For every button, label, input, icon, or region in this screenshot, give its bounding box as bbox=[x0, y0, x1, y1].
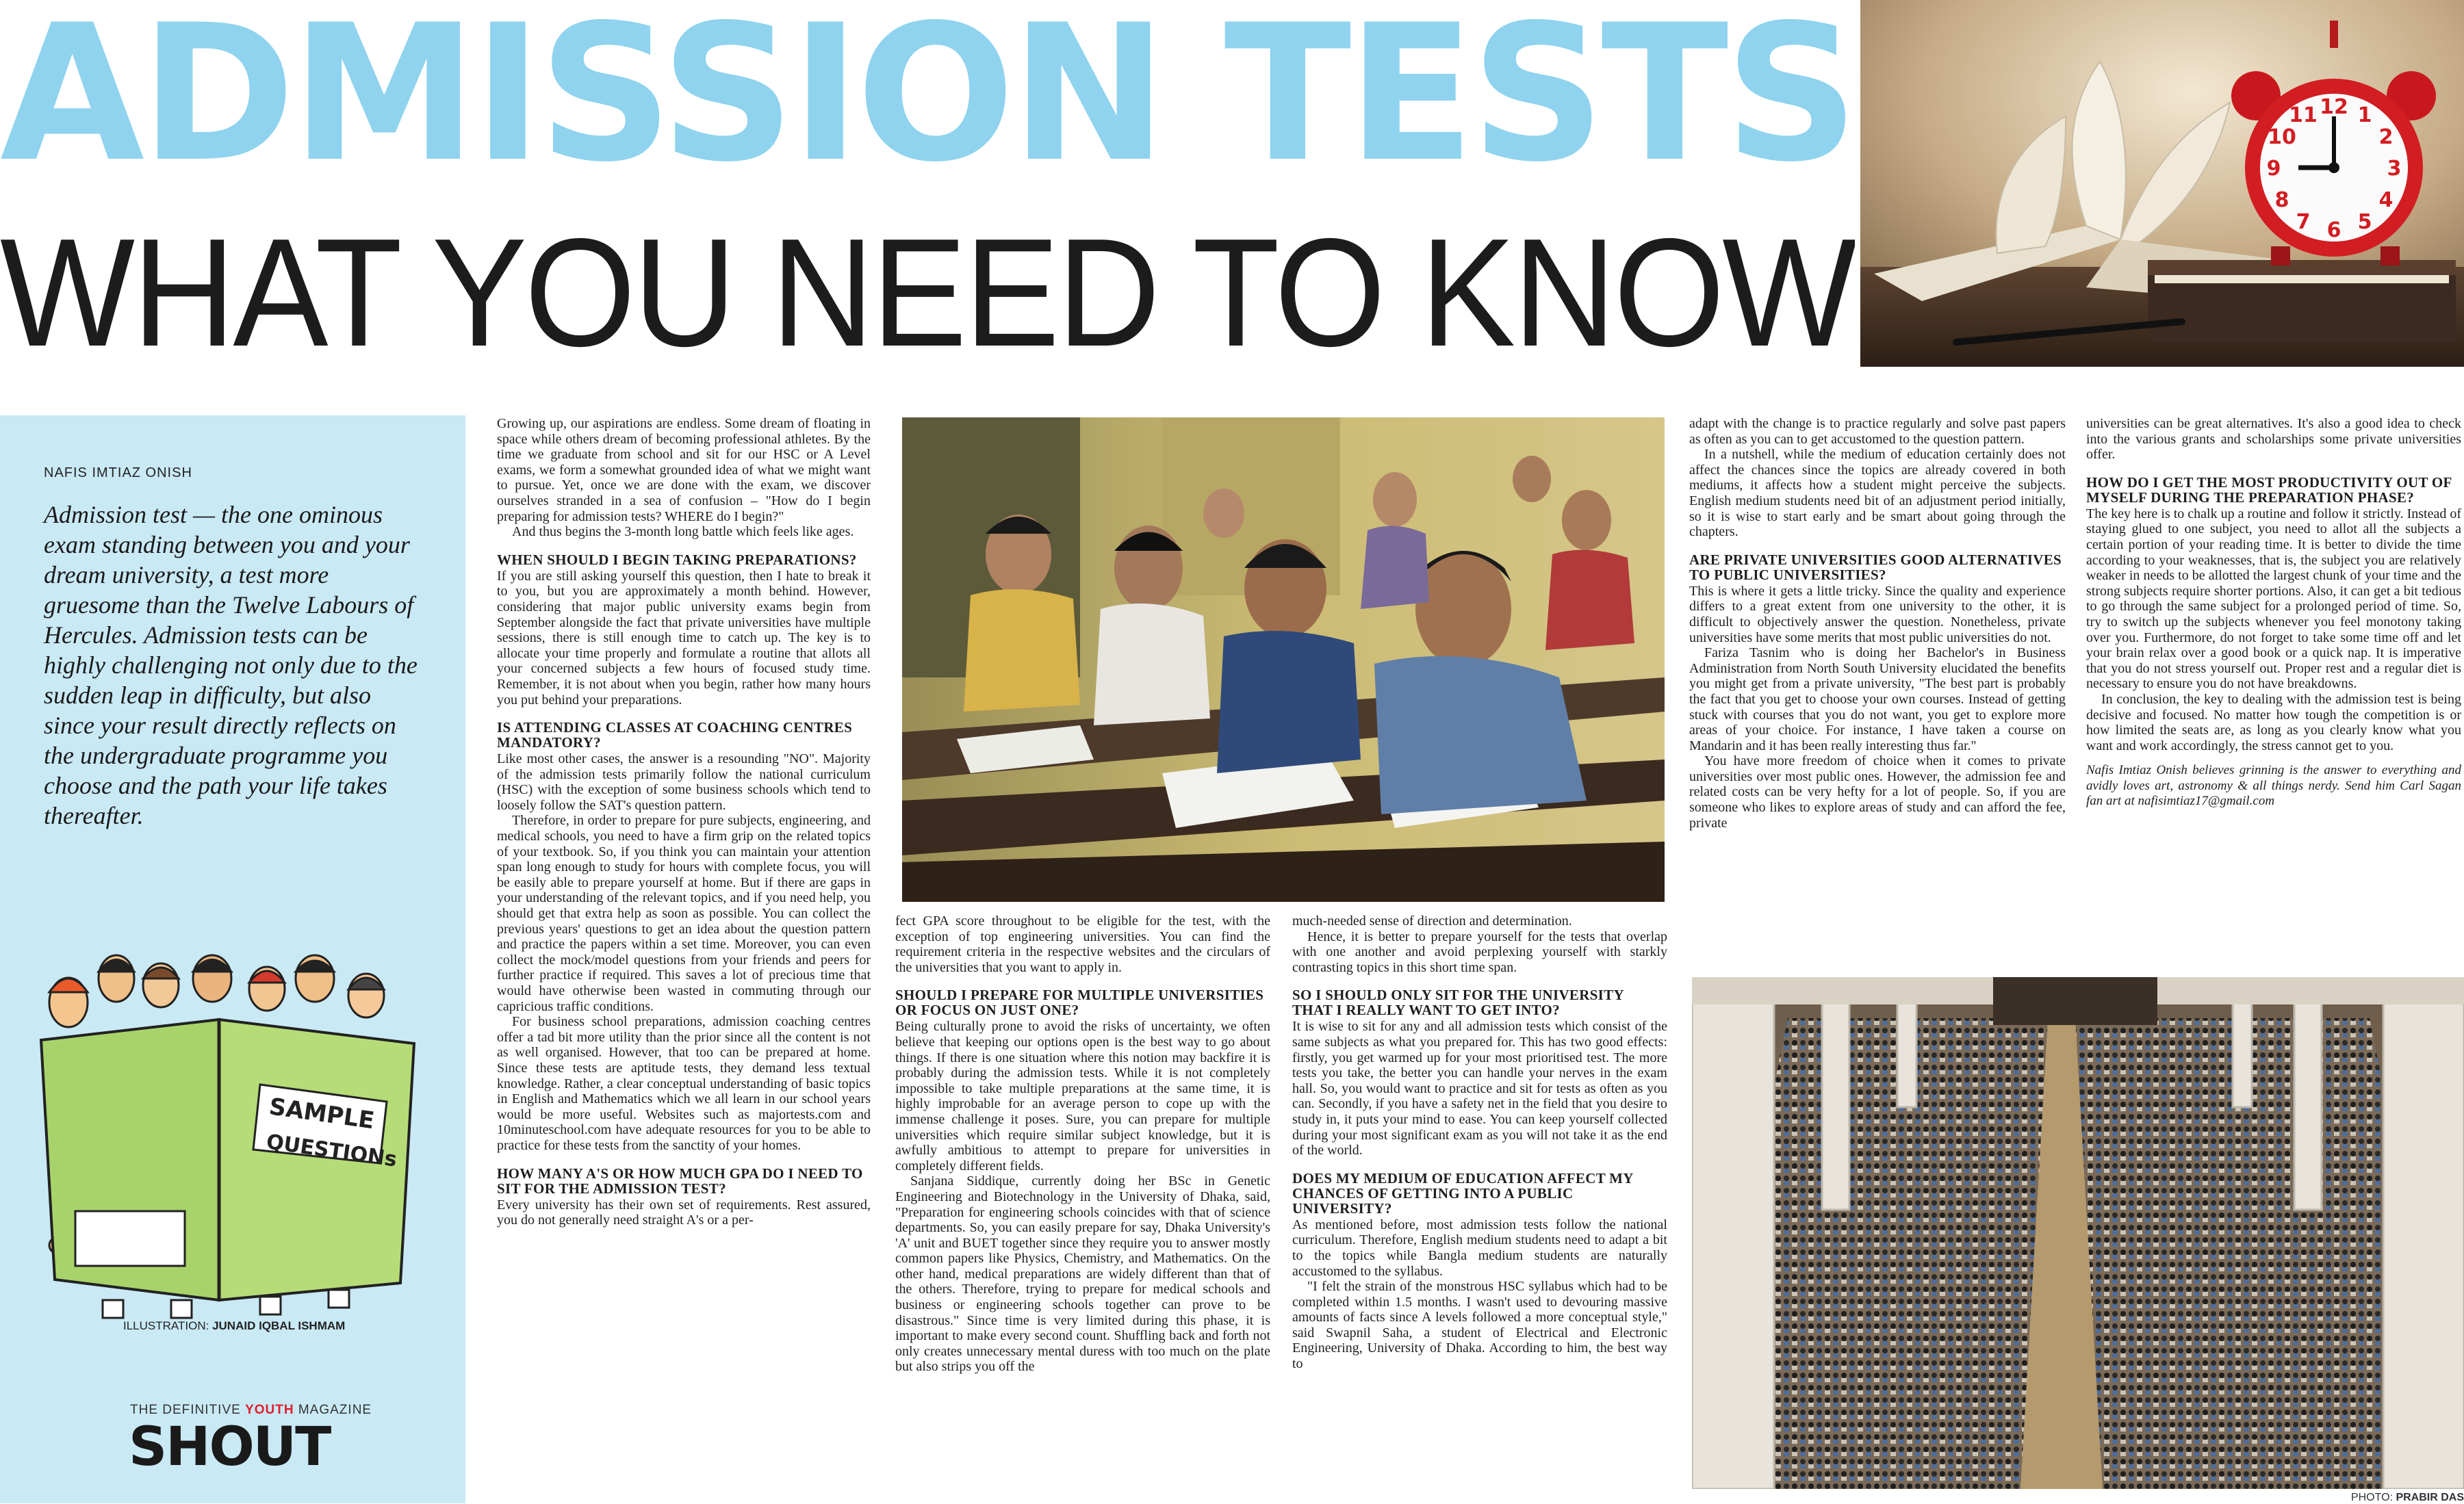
section-heading: SHOULD I PREPARE FOR MULTIPLE UNIVERSITIES OR FOCUS ON JUST ONE? bbox=[895, 987, 1264, 1019]
paragraph: You have more freedom of choice when it comes to private universities over most public ones. However, the admission fee and related costs can be very hefty for a lot of people. So, if you are someone who likes to explore areas of study and can afford the fee, private bbox=[1689, 753, 2066, 831]
article-column-1 bbox=[497, 416, 871, 1503]
section-heading: HOW DO I GET THE MOST PRODUCTIVITY OUT OF MYSELF DURING THE PREPARATION PHASE? bbox=[2086, 474, 2452, 506]
book-title-line1: SAMPLE bbox=[267, 1093, 376, 1135]
svg-text:7: 7 bbox=[2296, 210, 2311, 234]
svg-text:10: 10 bbox=[2268, 125, 2296, 149]
svg-text:1: 1 bbox=[2357, 103, 2372, 127]
article-column-5 bbox=[2086, 416, 2461, 957]
paragraph: Like most other cases, the answer is a resounding "NO". Majority of the admission tests primarily follow the national curriculum (HSC) with the exception of some business schools which tend to loosely follow the SAT's question pattern. bbox=[497, 751, 871, 813]
paragraph: It is wise to sit for any and all admission tests which consist of the same subjects as what you prepared for. This has two good effects: firstly, you get warmed up for your most prioritised test. The more tests you take, the better you can handle your nerves in the exam hall. So, you would want to practice and sit for tests as often as you can. Secondly, if you have a safety net in the field that you desire to study in, it puts your mind to ease. You can keep yourself collected during your most significant exam as you will not take it as the end of the world. bbox=[1292, 1019, 1667, 1158]
svg-text:11: 11 bbox=[2289, 103, 2318, 127]
svg-text:5: 5 bbox=[2357, 210, 2372, 234]
sample-questions-illustration bbox=[14, 931, 438, 1321]
illustration-credit: ILLUSTRATION: JUNAID IQBAL ISHMAM bbox=[123, 1319, 346, 1332]
section-heading: HOW MANY A'S OR HOW MUCH GPA DO I NEED TO SIT FOR THE ADMISSION TEST? bbox=[497, 1165, 863, 1197]
exam-hall-aerial-photo bbox=[1692, 977, 2464, 1489]
svg-text:12: 12 bbox=[2320, 95, 2348, 119]
paragraph: Every university has their own set of requirements. Rest assured, you do not generally need straight A's or a per- bbox=[497, 1197, 871, 1228]
paragraph: Fariza Tasnim who is doing her Bachelor's in Business Administration from North South University elucidated the benefits you might get from a private university, "The best part is probably the fact that you get to choose your own courses. Instead of getting stuck with courses that you do not want, you get to explore more areas of your choice. For instance, I have taken a course on Mandarin and it has been really interesting thus far." bbox=[1689, 645, 2066, 753]
paragraph: And thus begins the 3-month long battle which feels like ages. bbox=[512, 524, 854, 540]
article-column-2 bbox=[895, 913, 1270, 1503]
headline-primary: ADMISSION TESTS bbox=[0, 0, 1855, 203]
paragraph: Being culturally prone to avoid the risks of uncertainty, we often believe that keeping our options open is the best way to go about things. If there is one situation where this notion may backfire it is probably during the admission tests. While it is not completely impossible to take multiple preparations at the same time, it is highly improbable for an average person to cope up with the immense challenge it poses. Sure, you can prepare for multiple universities which require similar subject knowledge, but it is awfully ambitious to attempt to prepare for universities in completely different fields. bbox=[895, 1019, 1270, 1174]
section-heading: WHEN SHOULD I BEGIN TAKING PREPARATIONS? bbox=[497, 551, 857, 568]
headline-secondary: WHAT YOU NEED TO KNOW bbox=[0, 206, 1855, 378]
paragraph: If you are still asking yourself this question, then I hate to break it to you, but you are approximately a month behind. However, considering that major public university exams begin from September alongside the fact that private universities have multiple sessions, there is still enough time to catch up. The key is to allocate your time properly and formulate a routine that allots all your concerned subjects a few hours of focused study time. Remember, it is not about when you begin, rather how many hours you put behind your preparations. bbox=[497, 568, 871, 708]
intro-standfirst: Admission test — the one ominous exam standing between you and your dream university, a test more gruesome than the Twelve Labours of Hercules. Admission tests can be highly challenging not only due to the sudden leap in difficulty, but also since your result directly reflects on the undergraduate programme you choose and the path your life takes thereafter. bbox=[44, 501, 418, 829]
paragraph: Therefore, in order to prepare for pure subjects, engineering, and medical schools, you need to have a firm grip on the related topics of your textbook. So, if you think you can maintain your attention span long enough to study for hours with complete focus, you will be easily able to prepare yourself at home. But if there are gaps in your understanding of the relevant topics, and if you need help, you should get that extra help as soon as possible. You can collect the previous years' questions to get an idea about the question pattern and practice the papers within a set time. Moreover, you can even collect the mock/model questions from your friends and peers for further practice if required. This saves a lot of precious time that would have otherwise been wasted in commuting through our capricious traffic conditions. bbox=[497, 813, 871, 1014]
svg-text:8: 8 bbox=[2274, 188, 2289, 212]
svg-text:9: 9 bbox=[2266, 157, 2281, 181]
paragraph: For business school preparations, admission coaching centres offer a tad bit more utility than the prior since all the content is not as well organised. However, that too can be prepared at home. Since these tests are aptitude tests, they demand less textual knowledge. Rather, a clear conceptual understanding of basic topics in English and Mathematics which we all learn in our school years would be more useful. Websites such as majortests.com and 10minuteschool.com have adequate resources for you to be able to practice for these tests from the sanctity of your homes. bbox=[497, 1014, 871, 1153]
author-byline: NAFIS IMTIAZ ONISH bbox=[44, 465, 192, 480]
paragraph: "I felt the strain of the monstrous HSC syllabus which had to be completed within 1.5 months. I wasn't used to devouring massive amounts of facts since A levels followed a more conceptual style," said Swapnil Saha, a student of Electrical and Electronic Engineering, University of Dhaka. According to him, the best way to bbox=[1292, 1279, 1667, 1372]
author-bio: Nafis Imtiaz Onish believes grinning is the answer to everything and avidly loves art, astronomy & all things nerdy. Send him Carl Sagan fan art at nafisimtiaz17@gmail.com bbox=[2086, 763, 2461, 809]
paragraph: As mentioned before, most admission tests follow the national curriculum. Therefore, English medium students need to adapt a bit to the topics while Bangla medium students are naturally accustomed to the syllabus. bbox=[1292, 1217, 1667, 1279]
section-heading: IS ATTENDING CLASSES AT COACHING CENTRES MANDATORY? bbox=[497, 719, 853, 751]
students-exam-photo bbox=[902, 417, 1665, 902]
section-heading: DOES MY MEDIUM OF EDUCATION AFFECT MY CHANCES OF GETTING INTO A PUBLIC UNIVERSITY? bbox=[1292, 1169, 1633, 1217]
svg-text:6: 6 bbox=[2326, 218, 2341, 242]
paragraph: The key here is to chalk up a routine and follow it strictly. Instead of staying glued to one subject, you need to allot all the subjects a certain portion of your reading time. It is better to divide the time according to your weaknesses, that is, the subject you are relatively weaker in needs to be allotted the largest chunk of your time and the strong subjects require shorter portions. Also, it can get a bit tedious to go through the same subject for a prolonged period of time. So, try to switch up the subjects whenever you feel monotony taking over you. Furthermore, do not forget to take some time off and let your brain relax over a good book or a quick nap. It is imperative that you do not stress yourself out. Proper rest and a regular diet is necessary to ensure you do not have breakdowns. bbox=[2086, 506, 2461, 692]
paragraph: This is where it gets a little tricky. Since the quality and experience differs to a great extent from one university to the other, it is difficult to objectively answer the question. Nonetheless, private universities have some merits that most public universities do not. bbox=[1689, 583, 2066, 645]
section-heading: ARE PRIVATE UNIVERSITIES GOOD ALTERNATIVES TO PUBLIC UNIVERSITIES? bbox=[1689, 551, 2062, 583]
paragraph: Sanjana Siddique, currently doing her BSc in Genetic Engineering and Biotechnology in the University of Dhaka, said, "Preparation for engineering schools coincides with that of science departments. So, you can easily prepare for say, Dhaka University's 'A' unit and BUET together since they require you to answer mostly common papers like Physics, Chemistry, and Mathematics. On the other hand, medical preparations are widely different than that of the others. Therefore, trying to prepare for medical schools and business or engineering schools together can prove to be disastrous." Since time is very limited during this phase, it is important to make every second count. Shuffling back and forth not only creates unnecessary mental duress with too much on the plate but also strips you off the bbox=[895, 1174, 1270, 1375]
svg-text:3: 3 bbox=[2387, 157, 2402, 181]
article-column-4 bbox=[1689, 416, 2066, 957]
paragraph: Growing up, our aspirations are endless. Some dream of floating in space while others dream of becoming professional athletes. By the time we graduate from school and sit for our HSC or A Level exams, we form a somewhat grounded idea of what we might want to pursue. Yet, once we are done with the exam, we discover ourselves stranded in a sea of confusion – "How do I begin preparing for admission tests? WHERE do I begin?" bbox=[497, 416, 871, 524]
paragraph: adapt with the change is to practice regularly and solve past papers as often as you can to get accustomed to the question pattern. bbox=[1689, 416, 2066, 447]
book-title-line2: QUESTIONs bbox=[264, 1130, 398, 1172]
paragraph: Hence, it is better to prepare yourself for the tests that overlap with one another and avoid perplexing yourself with starkly contrasting topics in this short time span. bbox=[1292, 929, 1667, 975]
section-heading: SO I SHOULD ONLY SIT FOR THE UNIVERSITY THAT I REALLY WANT TO GET INTO? bbox=[1292, 987, 1624, 1019]
paragraph: In a nutshell, while the medium of education certainly does not affect the chances since the topics are already covered in both mediums, it affects how a student might perceive the subjects. English medium students need bit of an adjustment period initially, so it is wise to start early and be smart about going through the chapters. bbox=[1689, 447, 2066, 540]
paragraph: In conclusion, the key to dealing with the admission test is being decisive and focused. No matter how tough the competition is or how limited the seats are, as long as you clearly know what you want and work accordingly, the stress cannot get to you. bbox=[2086, 691, 2461, 753]
article-column-3 bbox=[1292, 913, 1667, 1503]
paragraph: much-needed sense of direction and determination. bbox=[1292, 913, 1572, 929]
shout-logo: SHOUT bbox=[129, 1416, 331, 1478]
paragraph: universities can be great alternatives. It's also a good idea to check into the various grants and scholarships some private universities offer. bbox=[2086, 416, 2461, 463]
photo-credit: PHOTO: PRABIR DAS bbox=[2350, 1492, 2464, 1503]
magazine-tagline: THE DEFINITIVE YOUTH MAGAZINE bbox=[130, 1403, 372, 1417]
book-clock-photo bbox=[1860, 0, 2464, 367]
svg-text:4: 4 bbox=[2378, 188, 2394, 212]
svg-text:2: 2 bbox=[2378, 125, 2394, 149]
paragraph: fect GPA score throughout to be eligible for the test, with the exception of top engineering universities. You can find the requirement criteria in the respective websites and the circulars of the universities that you want to apply in. bbox=[895, 913, 1270, 975]
